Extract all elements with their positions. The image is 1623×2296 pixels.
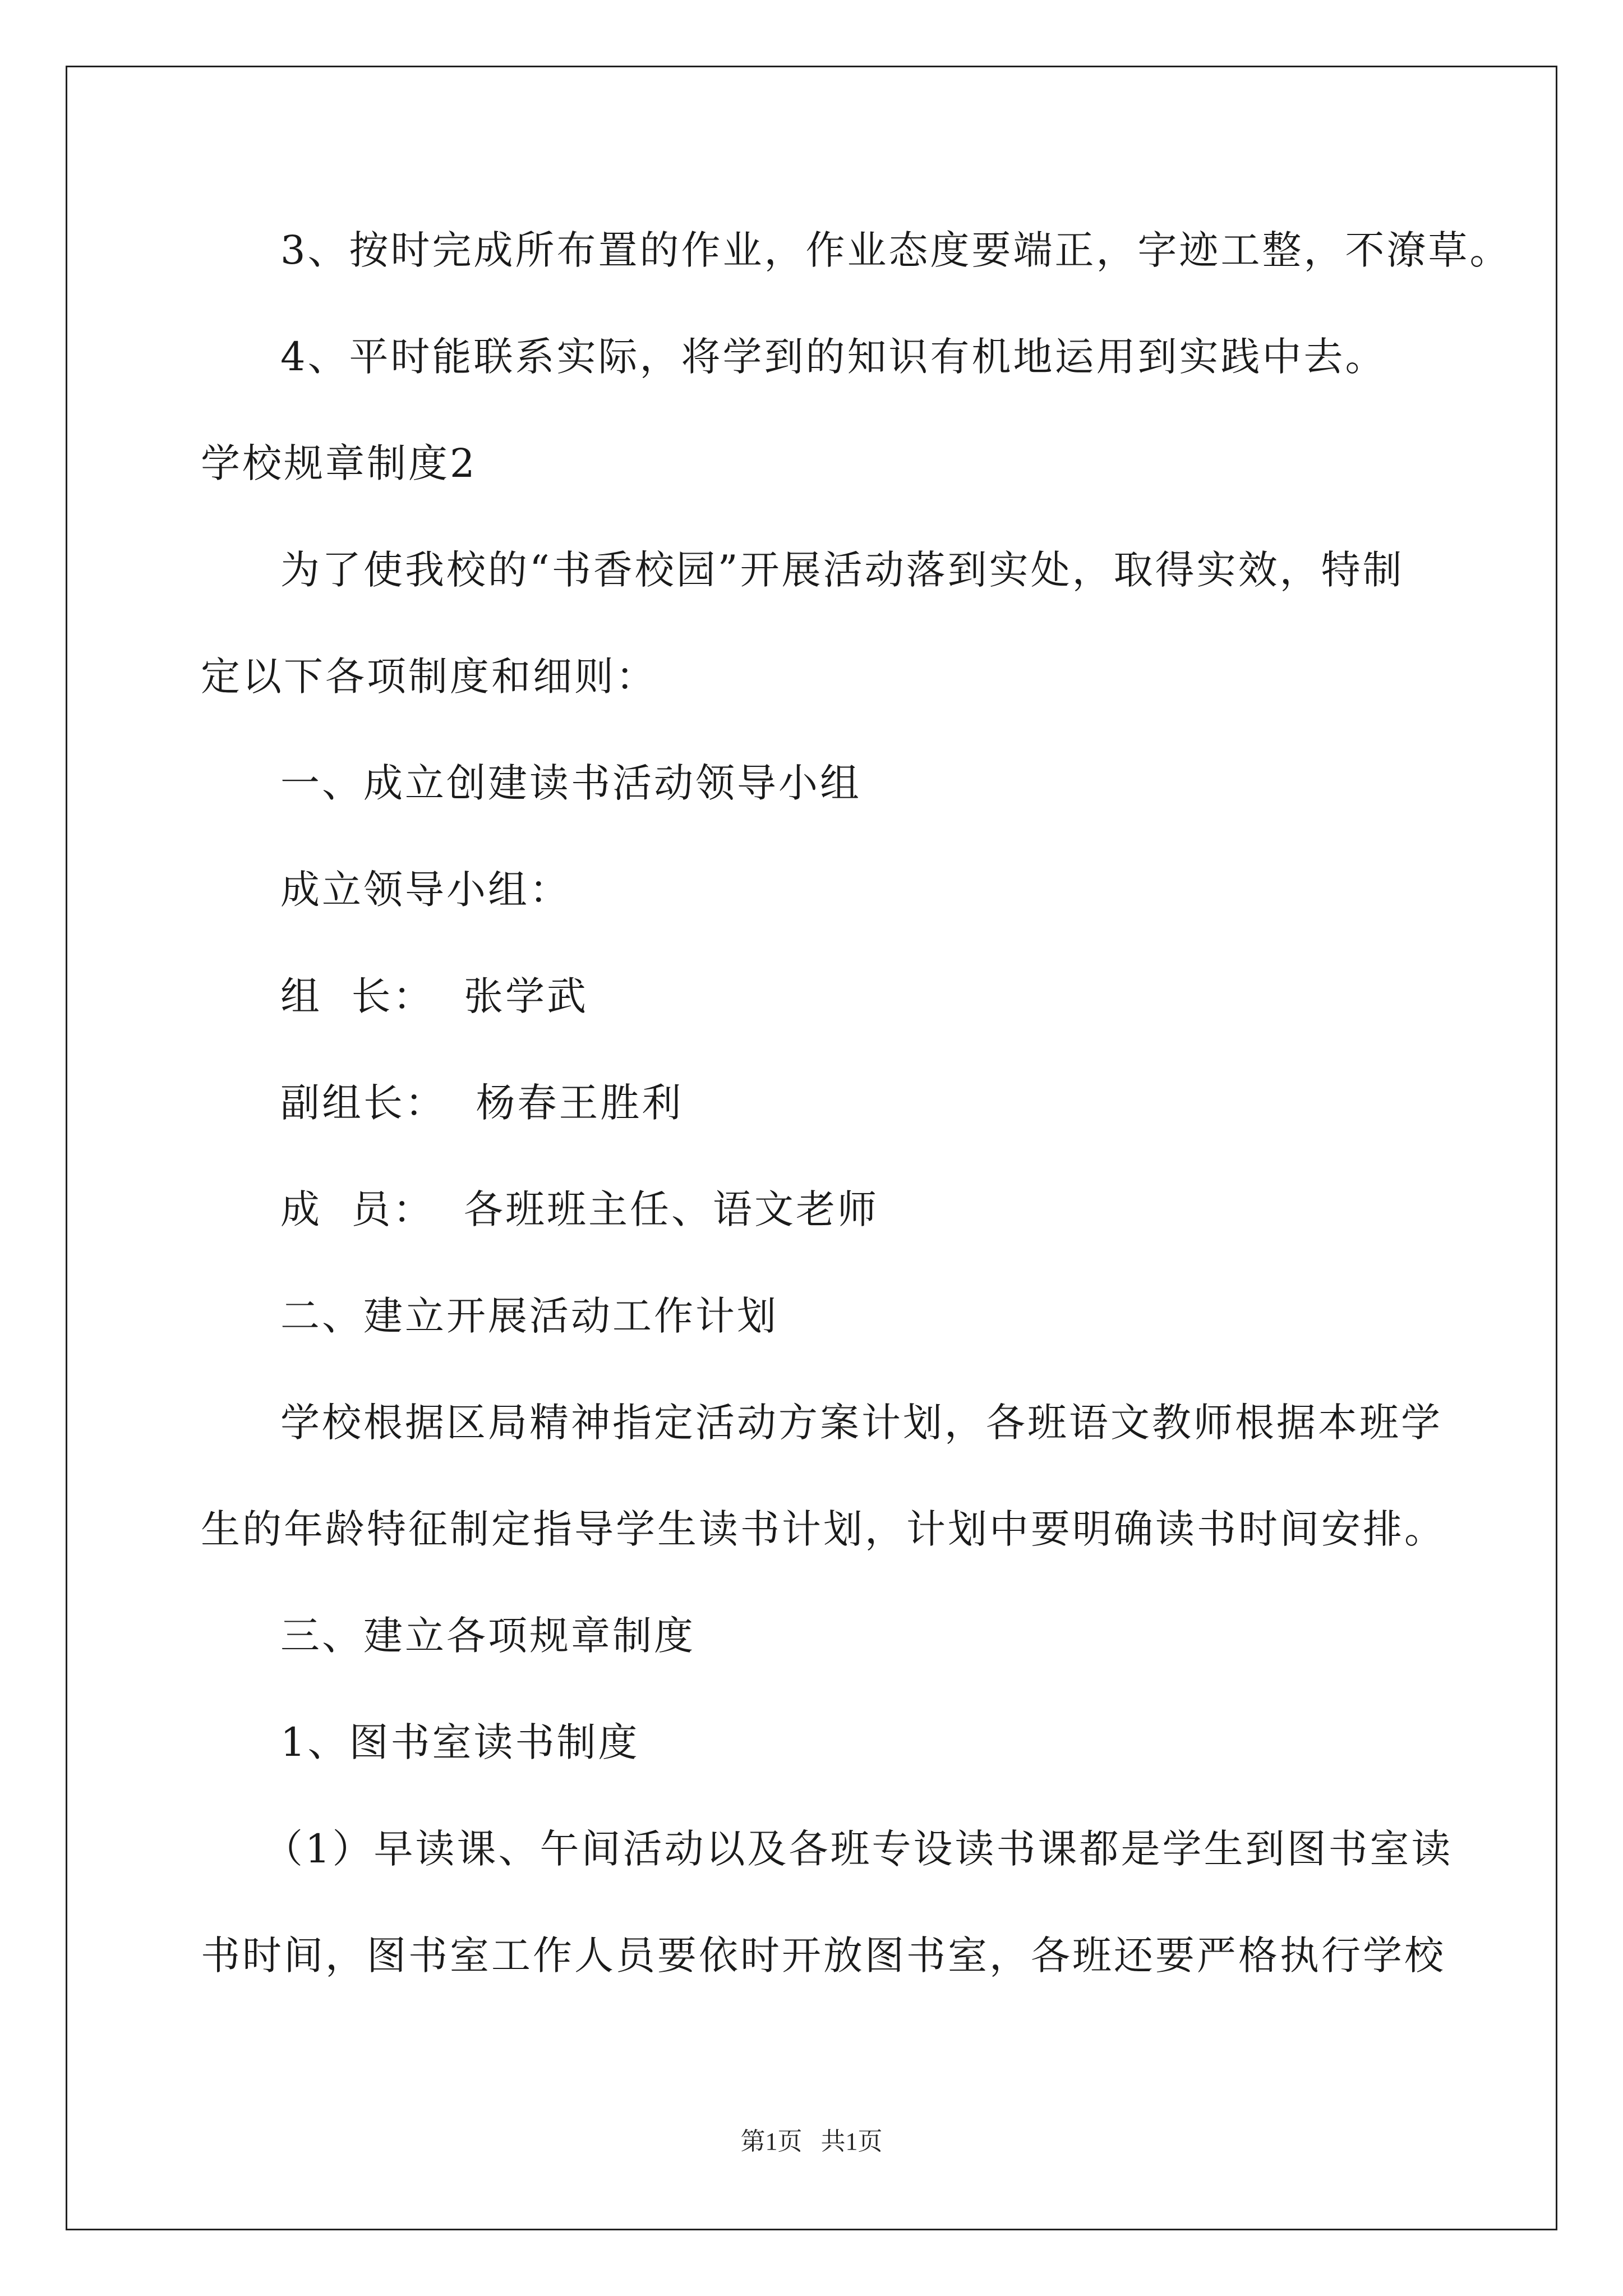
paragraph-line: 组 长： 张学武	[280, 973, 589, 1019]
paragraph-line: 为了使我校的“书香校园”开展活动落到实处，取得实效，特制	[280, 547, 1404, 593]
paragraph-line: 学校根据区局精神指定活动方案计划，各班语文教师根据本班学	[280, 1400, 1442, 1446]
paragraph-line: （1）早读课、午间活动以及各班专设读书课都是学生到图书室读	[264, 1826, 1453, 1872]
paragraph-line: 定以下各项制度和细则：	[201, 654, 657, 700]
paragraph-line: 三、建立各项规章制度	[280, 1613, 695, 1659]
page-border	[66, 66, 1557, 2230]
paragraph-line: 一、成立创建读书活动领导小组	[280, 760, 861, 806]
paragraph-line: 3、按时完成所布置的作业，作业态度要端正，字迹工整，不潦草。	[280, 227, 1511, 273]
paragraph-line: 4、平时能联系实际，将学到的知识有机地运用到实践中去。	[280, 334, 1387, 380]
page-footer: 第1页 共1页	[740, 2128, 883, 2155]
section-heading: 学校规章制度2	[201, 440, 477, 486]
paragraph-line: 书时间，图书室工作人员要依时开放图书室，各班还要严格执行学校	[201, 1932, 1446, 1978]
paragraph-line: 副组长： 杨春王胜利	[280, 1080, 684, 1126]
paragraph-line: 1、图书室读书制度	[280, 1719, 640, 1765]
paragraph-line: 二、建立开展活动工作计划	[280, 1293, 778, 1339]
paragraph-line: 成 员： 各班班主任、语文老师	[280, 1186, 879, 1232]
paragraph-line: 生的年龄特征制定指导学生读书计划，计划中要明确读书时间安排。	[201, 1506, 1446, 1552]
paragraph-line: 成立领导小组：	[280, 867, 571, 913]
